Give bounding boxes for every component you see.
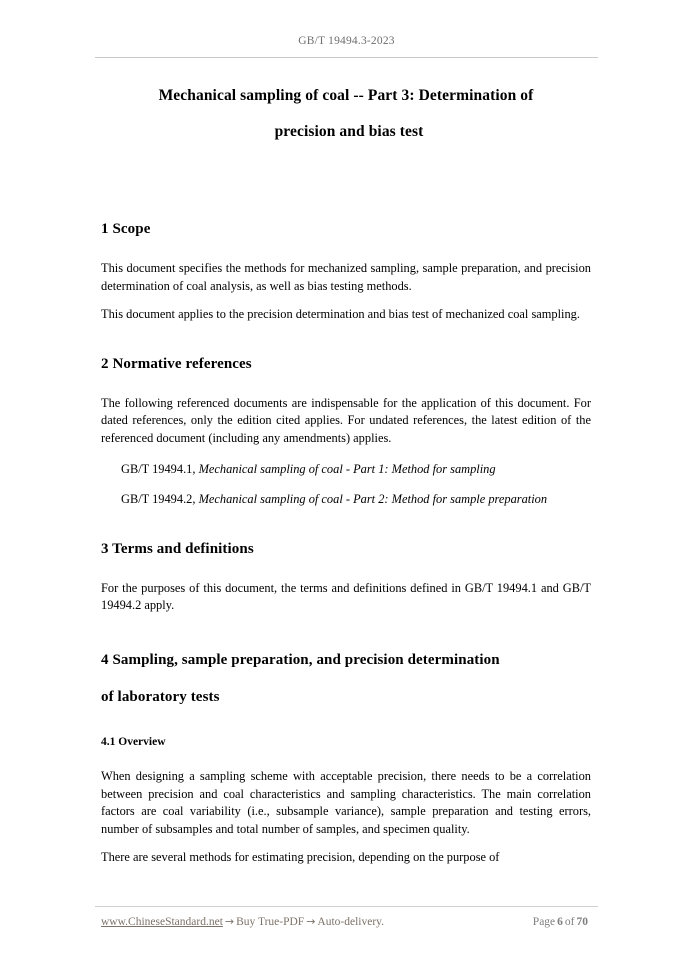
spacer <box>101 838 591 849</box>
spacer <box>101 448 591 461</box>
page-footer <box>101 915 592 928</box>
subsection-heading-overview: 4.1 Overview <box>101 735 166 748</box>
spacer <box>101 615 591 642</box>
footer-divider <box>95 906 598 907</box>
footer-promo <box>101 915 384 928</box>
spacer <box>101 750 591 768</box>
of-label: of <box>564 916 575 928</box>
footer-promo-text-1: Buy True-PDF <box>236 916 305 928</box>
spacer <box>101 374 591 395</box>
total-page-count: 70 <box>576 916 588 928</box>
current-page-number: 6 <box>557 916 563 928</box>
spacer <box>101 716 591 734</box>
overview-paragraph-1: When designing a sampling scheme with acceptable precision, there needs to be a correlation between precision and coal characteristics and sampling characteristics. The main correlation factors are coal variability (i.e., subsample variance), sample preparation and testing errors, number of subsamples and total number of samples, and specimen quality. <box>101 768 591 836</box>
document-body <box>101 78 591 867</box>
spacer <box>101 509 591 539</box>
section-heading-terms-and-definitions: 3 Terms and definitions <box>101 540 254 557</box>
normative-reference-item <box>121 461 591 479</box>
section-heading-sampling-line-1: 4 Sampling, sample preparation, and precision determination <box>101 651 500 668</box>
reference-code: GB/T 19494.2, <box>121 492 196 507</box>
spacer <box>101 156 591 219</box>
normative-reference-item <box>121 491 591 509</box>
standard-code-header: GB/T 19494.3-2023 <box>298 35 395 47</box>
spacer <box>101 295 591 306</box>
arrow-right-icon: → <box>306 915 316 928</box>
spacer <box>101 478 591 491</box>
reference-code: GB/T 19494.1, <box>121 461 196 476</box>
scope-paragraph-2: This document applies to the precision determination and bias test of mechanized coal sampling. <box>101 307 580 322</box>
header-divider <box>95 57 598 58</box>
document-title-line-1: Mechanical sampling of coal -- Part 3: Determination of <box>158 87 534 104</box>
reference-title: Mechanical sampling of coal - Part 2: Method for sample preparation <box>198 492 548 507</box>
page-header <box>95 31 598 49</box>
page-label: Page <box>532 916 556 928</box>
section-heading-sampling <box>101 642 591 716</box>
terms-and-definitions-paragraph-1: For the purposes of this document, the terms and definitions defined in GB/T 19494.1 and GB/T 19494.2 apply. <box>101 580 591 613</box>
spacer <box>101 324 591 354</box>
footer-promo-text-2: Auto-delivery. <box>317 916 385 928</box>
section-heading-normative-references: 2 Normative references <box>101 355 252 372</box>
overview-paragraph-2: There are several methods for estimating precision, depending on the purpose of <box>101 850 500 865</box>
spacer <box>101 559 591 580</box>
website-link[interactable]: www.ChineseStandard.net <box>101 916 223 928</box>
arrow-right-icon: → <box>224 915 235 928</box>
document-title-line-2: precision and bias test <box>274 123 424 140</box>
section-heading-scope: 1 Scope <box>101 221 151 237</box>
normative-references-paragraph-1: The following referenced documents are indispensable for the application of this document. For dated references, only the edition cited applies. For undated references, the latest edition of the referenced document (including any amendments) applies. <box>101 395 591 445</box>
section-heading-sampling-line-2: of laboratory tests <box>101 688 220 705</box>
page-indicator <box>533 916 592 928</box>
spacer <box>101 239 591 260</box>
scope-paragraph-1: This document specifies the methods for mechanized sampling, sample preparation, and precision determination of coal analysis, as well as bias testing methods. <box>101 261 591 293</box>
reference-title: Mechanical sampling of coal - Part 1: Method for sampling <box>198 461 496 476</box>
document-title <box>101 78 591 150</box>
